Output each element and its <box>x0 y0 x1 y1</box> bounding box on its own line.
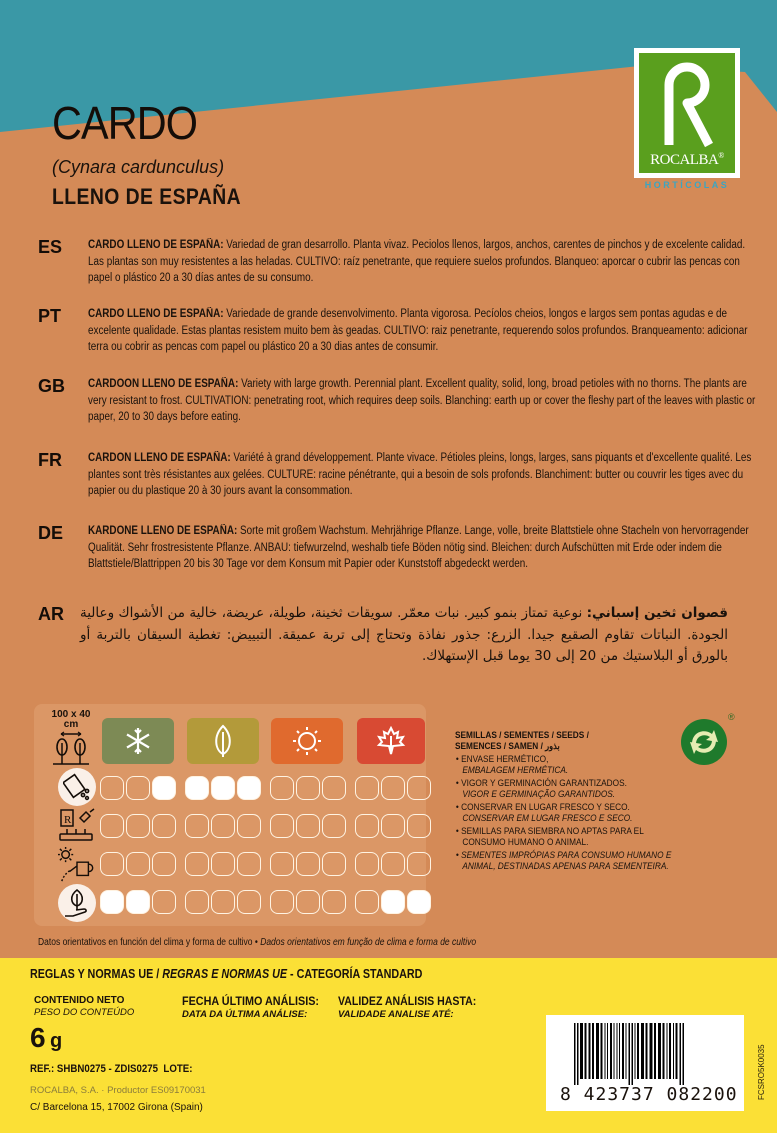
calendar-cell-seedbed-sowing <box>270 814 294 838</box>
calendar-cell-transplant <box>355 852 379 876</box>
desc-ar: قصوان ثخين إسباني: نوعية تمتاز بنمو كبير. نبات معمّر. سويقات ثخينة، طويلة، عريضة، خالية من الأشواك وعالية الجودة. النباتات تقاوم الصقيع جيدا. الزرع: جذور نفاذة وتحتاج إلى تربة عميقة. التبييض: تغطية السيقان بالتربة أو بالورق أو البلاستيك من 20 إلى 30 يوما قبل الإستهلاك. <box>80 605 728 664</box>
seedbed-icon <box>58 806 96 844</box>
barcode-bar <box>596 1023 599 1079</box>
green-dot-recycle-icon <box>680 718 728 766</box>
calendar-cell-transplant <box>152 852 176 876</box>
watering-can-icon <box>58 846 96 884</box>
barcode-bar <box>622 1023 624 1079</box>
net-content-label-pt: PESO DO CONTEÚDO <box>34 1007 135 1018</box>
calendar-cell-harvest <box>211 890 235 914</box>
season-spring <box>187 718 259 764</box>
footnote: Datos orientativos en función del clima y forma de cultivo • Dados orientativos em função de clima e forma de cultivo <box>38 937 477 948</box>
barcode-bar <box>676 1023 678 1079</box>
barcode-bar <box>632 1023 634 1085</box>
variety-name: LLENO DE ESPAÑA <box>52 184 242 209</box>
barcode-bar <box>577 1023 579 1085</box>
calendar-cell-seedbed-sowing <box>381 814 405 838</box>
hand-plant-icon <box>58 884 96 922</box>
calendar-cell-transplant <box>381 852 405 876</box>
calendar-cell-seedbed-sowing <box>237 814 261 838</box>
lang-gb: GB <box>38 376 65 396</box>
barcode-bar <box>589 1023 591 1079</box>
calendar-cell-transplant <box>322 852 346 876</box>
desc-gb: CARDOON LLENO DE ESPAÑA: Variety with large growth. Perennial plant. Excellent quality, solid, long, broad petioles with no thorns. The plants are very resistant to frost. CULTIVATION: penetrating root, which requires deep soils. Blanching: earth up or cover the fleshy part of the leaves with plastic or paper, 20 to 30 days before eating. <box>88 378 756 423</box>
calendar-cell-direct-sowing <box>407 776 431 800</box>
calendar-cell-seedbed-sowing <box>100 814 124 838</box>
desc-de: KARDONE LLENO DE ESPAÑA: Sorte mit großem Wachstum. Mehrjährige Pflanze. Lange, volle, breite Blattstiele ohne Stacheln von hervorragender Qualität. Sehr frostresistente Pflanze. ANBAU: tiefwurzelnd, weshalb tiefe Böden nötig sind. Bleichen: durch Aufschütten mit Erde oder indem die Blattstiele/Blattrippen 20 bis 30 Tage vor dem Konsum mit Papier oder Kunststoff abgedeckt werden. <box>88 525 749 570</box>
seed-info-heading: SEMILLAS / SEMENTES / SEEDS / <box>455 730 589 740</box>
logo-r-icon <box>639 53 735 151</box>
calendar-cell-harvest <box>322 890 346 914</box>
barcode-bar <box>601 1023 603 1079</box>
barcode-bar <box>663 1023 665 1079</box>
latin-name: (Cynara cardunculus) <box>52 157 225 177</box>
last-analysis-label-pt: DATA DA ÚLTIMA ANÁLISE: <box>182 1009 308 1020</box>
barcode-bar <box>637 1023 639 1079</box>
seed-info-item: • SEMENTES IMPRÓPIAS PARA CONSUMO HUMANO E ANIMAL, DESTINADAS APENAS PARA SEMENTEIRA. <box>455 850 672 871</box>
barcode-bar <box>605 1023 606 1079</box>
lang-fr: FR <box>38 450 62 470</box>
brand-subtitle: HORTÍCOLAS <box>644 180 730 190</box>
svg-text:R: R <box>64 814 72 826</box>
barcode-bar <box>641 1023 644 1079</box>
barcode-bar <box>607 1023 608 1079</box>
net-weight: 6 g <box>30 1022 63 1053</box>
calendar-cell-harvest <box>152 890 176 914</box>
seed-info <box>455 730 676 872</box>
barcode-bar <box>610 1023 612 1079</box>
validity-label-pt: VALIDADE ANALISE ATÉ: <box>338 1009 454 1020</box>
seed-info-item: • SEMILLAS PARA SIEMBRA NO APTAS PARA EL CONSUMO HUMANO O ANIMAL. <box>455 826 644 847</box>
barcode-bar <box>574 1023 576 1085</box>
calendar-cell-seedbed-sowing <box>211 814 235 838</box>
calendar-cell-harvest <box>407 890 431 914</box>
calendar-cell-seedbed-sowing <box>355 814 379 838</box>
calendar-cell-harvest <box>185 890 209 914</box>
calendar-cell-harvest <box>296 890 320 914</box>
calendar-cell-seedbed-sowing <box>152 814 176 838</box>
barcode-bar <box>626 1023 627 1079</box>
vertical-code: FCSRO5K0035 <box>757 1044 766 1100</box>
barcode-bar <box>635 1023 636 1079</box>
barcode-bar <box>629 1023 631 1085</box>
product-name: CARDO <box>52 97 198 149</box>
barcode-bar <box>646 1023 648 1079</box>
calendar-cell-transplant <box>296 852 320 876</box>
calendar-cell-transplant <box>185 852 209 876</box>
barcode-bar <box>619 1023 620 1079</box>
calendar-cell-harvest <box>126 890 150 914</box>
sun-icon <box>291 725 323 757</box>
barcode-bar <box>585 1023 587 1079</box>
eu-rules: REGLAS Y NORMAS UE / REGRAS E NORMAS UE - CATEGORÍA STANDARD <box>30 967 423 981</box>
green-dot-registered: ® <box>728 712 735 722</box>
calendar-cell-direct-sowing <box>100 776 124 800</box>
calendar-cell-seedbed-sowing <box>185 814 209 838</box>
calendar-cell-direct-sowing <box>355 776 379 800</box>
lang-ar: AR <box>38 604 64 624</box>
calendar-cell-harvest <box>237 890 261 914</box>
calendar-cell-direct-sowing <box>270 776 294 800</box>
barcode-bar <box>669 1023 671 1079</box>
seed-info-item: • VIGOR Y GERMINACIÓN GARANTIZADOS. VIGOR E GERMINAÇÃO GARANTIDOS. <box>455 778 627 799</box>
barcode-bar <box>658 1023 661 1079</box>
barcode-bar <box>650 1023 653 1079</box>
barcode-bar <box>592 1023 594 1079</box>
calendar-cell-direct-sowing <box>322 776 346 800</box>
net-content-label: CONTENIDO NETO <box>34 995 125 1006</box>
calendar-cell-direct-sowing <box>211 776 235 800</box>
plant-spacing-icon <box>51 731 91 767</box>
season-autumn <box>357 718 425 764</box>
calendar-cell-transplant <box>407 852 431 876</box>
last-analysis-label: FECHA ÚLTIMO ANÁLISIS: <box>182 994 319 1008</box>
seed-info-item: • ENVASE HERMÉTICO, EMBALAGEM HERMÉTICA. <box>455 754 569 775</box>
barcode-bar <box>673 1023 674 1079</box>
barcode-bar <box>680 1023 682 1085</box>
calendar-cell-seedbed-sowing <box>296 814 320 838</box>
producer-info: ROCALBA, S.A. · Productor ES09170031 <box>30 1085 206 1096</box>
leaf-icon <box>213 724 233 758</box>
desc-fr: CARDON LLENO DE ESPAÑA: Variété à grand développement. Plante vivace. Pétioles pleins, longs, larges, sans piquants et d'excellente qualité. Les plantes sont très résistantes aux gelées. CULTURE: racine pénétrante, qui a besoin de sols profonds. Blanchiment: butter ou couvrir les tiges avec du papier ou du plastique 20 à 30 jours avant la consommation. <box>88 452 752 497</box>
barcode-bars <box>546 1015 744 1085</box>
calendar-cell-transplant <box>211 852 235 876</box>
seed-info-heading-2: SEMENCES / SAMEN / بذور <box>455 741 560 751</box>
rocalba-logo <box>634 48 740 178</box>
lang-es: ES <box>38 237 63 257</box>
calendar-cell-direct-sowing <box>237 776 261 800</box>
calendar-cell-transplant <box>100 852 124 876</box>
barcode <box>546 1015 744 1111</box>
barcode-bar <box>667 1023 668 1079</box>
calendar-cell-direct-sowing <box>381 776 405 800</box>
seed-packet-icon <box>58 768 96 806</box>
barcode-number: 8 423737 082200 <box>560 1084 738 1105</box>
calendar-cell-direct-sowing <box>185 776 209 800</box>
calendar-cell-seedbed-sowing <box>322 814 346 838</box>
calendar-cell-seedbed-sowing <box>407 814 431 838</box>
calendar-cell-harvest <box>355 890 379 914</box>
barcode-bar <box>617 1023 618 1079</box>
calendar-cell-harvest <box>100 890 124 914</box>
snowflake-icon <box>123 726 153 756</box>
barcode-bar <box>614 1023 615 1079</box>
calendar-cell-harvest <box>381 890 405 914</box>
barcode-bar <box>654 1023 656 1079</box>
calendar-cell-direct-sowing <box>152 776 176 800</box>
plant-spacing: 100 x 40 cm <box>46 710 96 770</box>
calendar-cell-transplant <box>126 852 150 876</box>
calendar-cell-direct-sowing <box>126 776 150 800</box>
calendar-cell-seedbed-sowing <box>126 814 150 838</box>
lang-pt: PT <box>38 306 62 326</box>
reference-lot: REF.: SHBN0275 - ZDIS0275 LOTE: <box>30 1063 193 1075</box>
brand-name: ROCALBA® <box>650 151 724 168</box>
calendar-cell-direct-sowing <box>296 776 320 800</box>
desc-es: CARDO LLENO DE ESPAÑA: Variedad de gran desarrollo. Planta vivaz. Peciolos llenos, largos, anchos, carentes de pinchos y de excelente calidad. Las plantas son muy resistentes a las heladas. CULTIVO: raíz penetrante, que requiere suelos profundos. Blanqueo: aporcar o cubrir las pencas con papel o plástico 20 a 30 días antes de su consumo. <box>88 239 746 284</box>
barcode-bar <box>580 1023 583 1079</box>
barcode-bar <box>683 1023 685 1085</box>
maple-leaf-icon <box>376 726 406 756</box>
calendar-cell-transplant <box>270 852 294 876</box>
calendar-cell-transplant <box>237 852 261 876</box>
season-winter <box>102 718 174 764</box>
calendar-cell-harvest <box>270 890 294 914</box>
address: C/ Barcelona 15, 17002 Girona (Spain) <box>30 1102 203 1113</box>
lang-de: DE <box>38 523 64 543</box>
validity-label: VALIDEZ ANÁLISIS HASTA: <box>338 994 477 1008</box>
seed-info-item: • CONSERVAR EN LUGAR FRESCO Y SECO. CONSERVAR EM LUGAR FRESCO E SECO. <box>455 802 633 823</box>
desc-pt: CARDO LLENO DE ESPAÑA: Variedade de grande desenvolvimento. Planta vigorosa. Pecíolos cheios, longos e largos sem pontas agudas e de excelente qualidade. Estas plantas resistem muito bem às geadas. CULTIVO: raiz penetrante, requerendo solos profundos. Branqueamento: adicionar terra ou cobrir as pencas com papel ou plástico 20 a 30 dias antes de consumir. <box>88 308 748 353</box>
season-summer <box>271 718 343 764</box>
